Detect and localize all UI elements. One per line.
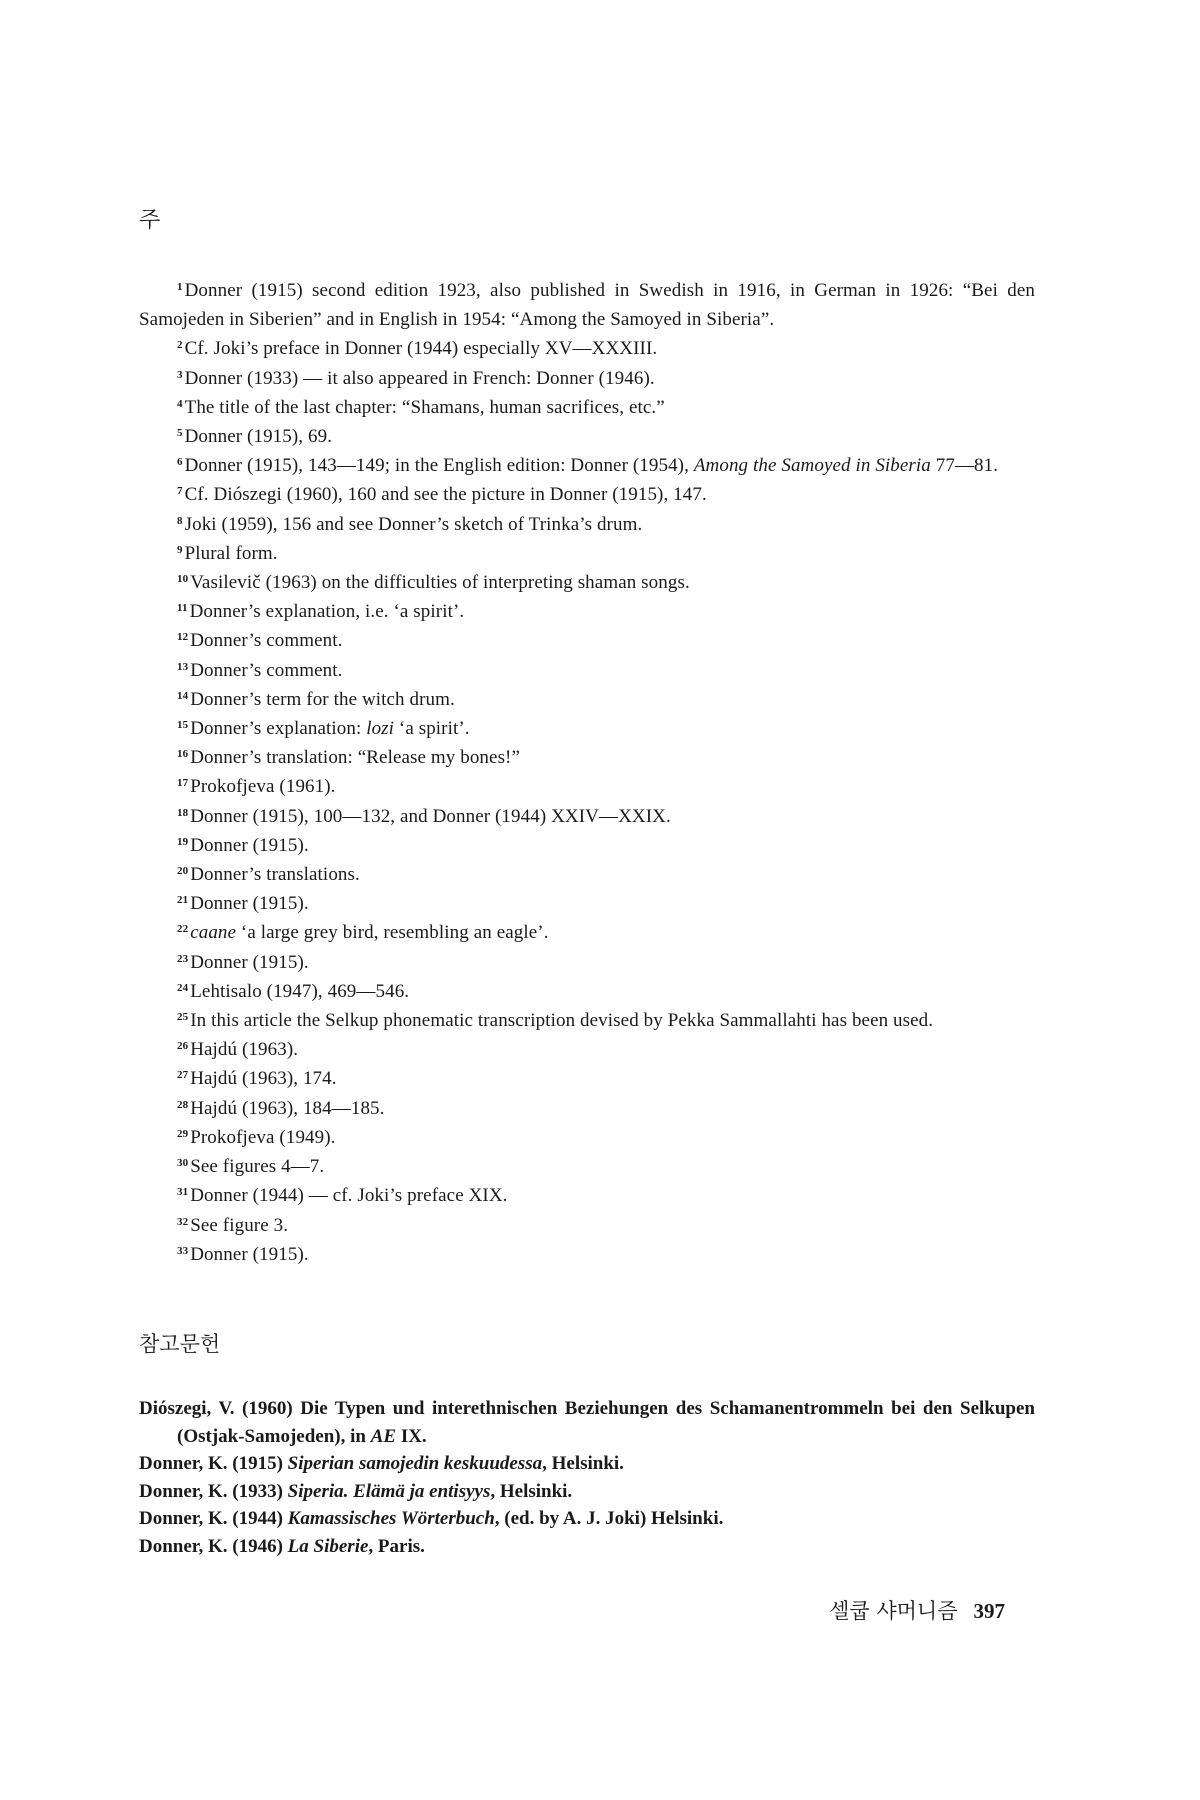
footnote [139,568,1035,597]
references-heading: 참고문헌 [139,1331,221,1356]
footnote-text: Hajdú (1963), 174. [190,1068,337,1090]
footnote-text: Plural form. [184,542,278,564]
footnote-number: 32 [177,1215,189,1228]
footnote [139,1035,1035,1064]
footnote [139,451,1035,480]
footnote-text: lozi [366,718,395,740]
footnote-text: Prokofjeva (1949). [190,1126,336,1148]
footnote-number: 30 [177,1157,189,1170]
footnote [139,889,1035,918]
footnote-number: 17 [177,777,189,790]
footnote-number: 19 [177,835,189,848]
footnote-number: 21 [177,894,189,907]
reference-entry [139,1478,1035,1506]
footnote-text: 77—81. [930,455,999,477]
footnote-text: caane [190,922,237,944]
footnote-number: 12 [177,631,189,644]
footnote-text: Donner (1915), 143—149; in the English edition: Donner (1954), [184,455,694,477]
footnote-number: 26 [177,1040,189,1053]
footnote-number: 8 [177,514,183,527]
page-footer [139,1596,1005,1626]
footnote [139,685,1035,714]
reference-entry [139,1450,1035,1478]
footnote-number: 25 [177,1011,189,1024]
footnote-text: Hajdú (1963). [190,1039,299,1061]
footnote-text: Donner’s translations. [190,864,360,886]
footnotes-list [139,276,1035,1269]
footnote-text: Donner’s translation: “Release my bones!” [190,747,521,769]
footnote-number: 9 [177,543,183,556]
footnote-number: 24 [177,981,189,994]
reference-text: , Helsinki. [490,1480,573,1502]
footnote [139,422,1035,451]
footnote-number: 13 [177,660,189,673]
footnote-text: Lehtisalo (1947), 469—546. [190,980,410,1002]
footnote [139,1123,1035,1152]
footnote [139,1240,1035,1269]
footnote-text: Joki (1959), 156 and see Donner’s sketch of Trinka’s drum. [184,513,643,535]
footnote [139,626,1035,655]
reference-text: Kamassisches Wörterbuch [287,1508,495,1530]
footnote [139,860,1035,889]
footnote-number: 11 [177,602,188,615]
reference-text: La Siberie [287,1535,369,1557]
footnote [139,597,1035,626]
footnote-text: Prokofjeva (1961). [190,776,336,798]
footnote-number: 20 [177,865,189,878]
footnote-number: 3 [177,368,183,381]
reference-text: Donner, K. (1946) [139,1535,288,1557]
reference-text: Donner, K. (1933) [139,1480,288,1502]
footnote-number: 23 [177,952,189,965]
reference-text: IX. [396,1425,427,1447]
reference-text: Siperian samojedin keskuudessa [287,1453,543,1475]
footnote-number: 5 [177,427,183,440]
footnote-text: Donner’s comment. [190,630,343,652]
footnote-text: Donner (1944) — cf. Joki’s preface XIX. [190,1185,508,1207]
footnote [139,1211,1035,1240]
footnote [139,1064,1035,1093]
running-title: 셀쿱 샤머니즘 [829,1599,958,1624]
footnote-text: ‘a spirit’. [394,718,470,740]
footnote-text: Donner (1915), 100—132, and Donner (1944) XXIV—XXIX. [190,805,671,827]
reference-entry [139,1533,1035,1561]
footnote [139,1094,1035,1123]
footnote-text: Donner (1915), 69. [184,426,333,448]
footnote-text: Donner (1933) — it also appeared in French: Donner (1946). [184,367,655,389]
notes-heading: 주 [139,208,161,233]
footnote [139,1152,1035,1181]
footnote [139,364,1035,393]
reference-text: , (ed. by A. J. Joki) Helsinki. [494,1508,724,1530]
footnote-text: In this article the Selkup phonematic transcription devised by Pekka Sammallahti has been used. [190,1010,934,1032]
footnote [139,977,1035,1006]
reference-text: AE [370,1425,397,1447]
footnote-text: Donner’s comment. [190,659,343,681]
footnote-number: 6 [177,456,183,469]
footnote [139,539,1035,568]
footnote-number: 22 [177,923,189,936]
footnote-number: 28 [177,1098,189,1111]
footnote-number: 10 [177,573,189,586]
footnote [139,918,1035,947]
reference-text: Donner, K. (1944) [139,1508,288,1530]
page-number: 397 [973,1599,1005,1624]
footnote-text: Among the Samoyed in Siberia [693,455,931,477]
footnote [139,334,1035,363]
reference-text: , Paris. [368,1535,425,1557]
reference-text: Donner, K. (1915) [139,1453,288,1475]
footnote [139,948,1035,977]
document-page [139,0,1035,1686]
footnote-number: 14 [177,689,189,702]
footnote-text: Vasilevič (1963) on the difficulties of interpreting shaman songs. [190,572,690,594]
footnote [139,714,1035,743]
footnote-text: Hajdú (1963), 184—185. [190,1097,385,1119]
footnote-text: See figure 3. [190,1214,289,1236]
footnote-number: 29 [177,1127,189,1140]
footnote-number: 2 [177,339,183,352]
footnote [139,656,1035,685]
reference-text: , Helsinki. [542,1453,624,1475]
footnote [139,802,1035,831]
footnote-text: Cf. Diószegi (1960), 160 and see the picture in Donner (1915), 147. [184,484,707,506]
footnote [139,393,1035,422]
footnote-number: 1 [177,281,183,293]
footnote [139,831,1035,860]
footnote [139,1006,1035,1035]
footnote-text: Donner (1915). [190,834,309,856]
footnote [139,276,1035,334]
footnote-text: Cf. Joki’s preface in Donner (1944) especially XV—XXXIII. [184,338,658,360]
reference-text: Diószegi, V. (1960) Die Typen und interethnischen Beziehungen des Schamanentrommeln bei den Selkupen (Ostjak-Samojeden), in [139,1397,1035,1447]
footnote-number: 16 [177,748,189,761]
footnote [139,480,1035,509]
footnote-text: Donner (1915). [190,1243,309,1265]
footnote-text: Donner’s explanation: [190,718,367,740]
footnote [139,772,1035,801]
footnote-number: 27 [177,1069,189,1082]
footnote-number: 15 [177,719,189,732]
footnote-number: 4 [177,397,183,410]
footnote-text: See figures 4—7. [190,1156,325,1178]
footnote [139,743,1035,772]
reference-entry [139,1505,1035,1533]
reference-entry [139,1395,1035,1450]
footnote-text: ‘a large grey bird, resembling an eagle’. [236,922,549,944]
footnote-number: 18 [177,806,189,819]
footnote-number: 7 [177,485,183,498]
footnote [139,1181,1035,1210]
footnote [139,510,1035,539]
footnote-text: Donner (1915). [190,951,309,973]
footnote-text: Donner (1915). [190,893,309,915]
footnote-number: 31 [177,1186,189,1199]
references-list [139,1395,1035,1561]
footnote-number: 33 [177,1244,189,1257]
reference-text: Siperia. Elämä ja entisyys [287,1480,491,1502]
footnote-text: Donner’s explanation, i.e. ‘a spirit’. [189,601,465,623]
footnote-text: The title of the last chapter: “Shamans, human sacrifices, etc.” [184,396,665,418]
footnote-text: Donner (1915) second edition 1923, also published in Swedish in 1916, in German in 1926: “Bei den Samojeden in Siberien” and in English in 1954: “Among the Samoyed in Siberia”. [139,280,1035,331]
footnote-text: Donner’s term for the witch drum. [190,688,455,710]
